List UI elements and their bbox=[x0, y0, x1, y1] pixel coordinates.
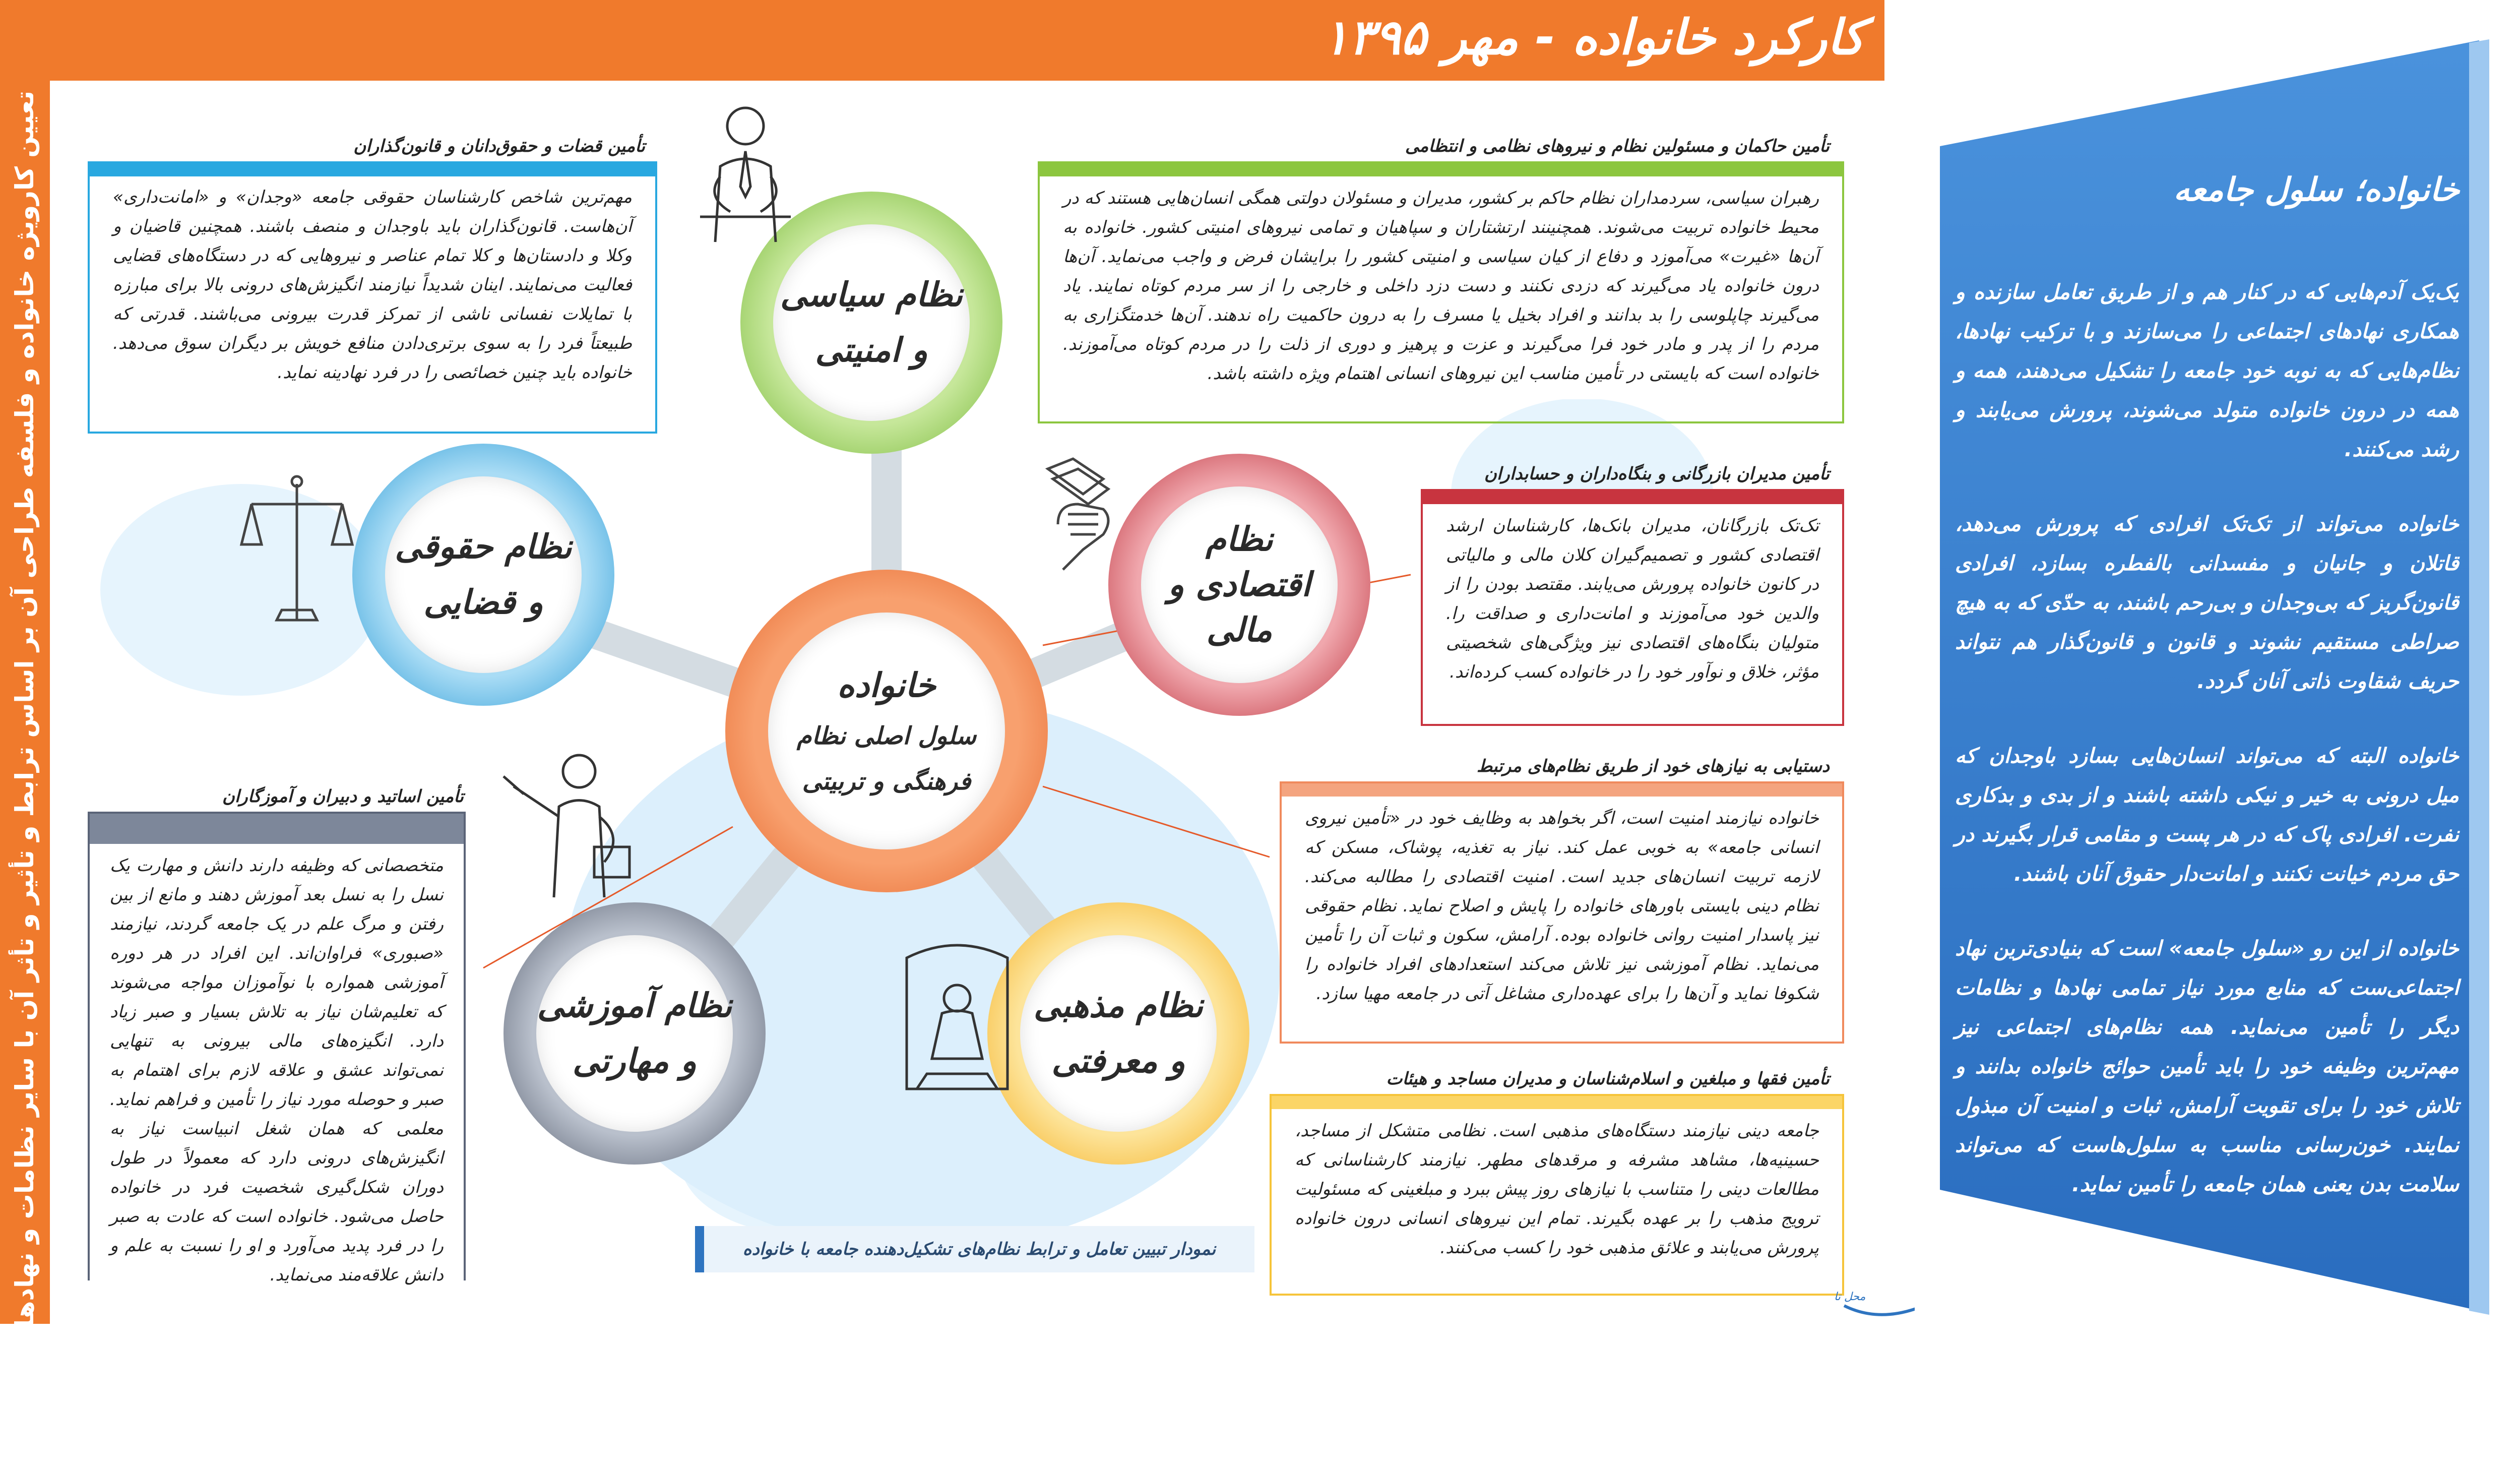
circle-label-line2: و مهارتی bbox=[573, 1042, 697, 1080]
side-paragraph-3: خانواده البته که می‌تواند انسان‌هایی بسازد باوجدان که میل درونی به خیر و نیکی داشته باشند و از بدی و بدکاری نفرت. افرادی پاک که در هر پست و مقامی قرار بگیرند در حق مردم خیانت نکنند و امانت‌دار حقوق آنان باشند. bbox=[1955, 744, 2459, 886]
needs-heading: دستیابی به نیازهای خود از طریق نظام‌های مرتبط bbox=[1476, 756, 1830, 776]
center-subtitle-2: فرهنگی و تربیتی bbox=[802, 767, 971, 796]
legal-text: مهم‌ترین شاخص کارشناسان حقوقی جامعه «وجدان» و «امانت‌داری» آن‌هاست. قانون‌گذاران باید باوجدان و منصف باشند. همچنین قاضیان و وکلا و دادستان‌ها و کلا تمام عناصر و نیروهایی که در دستگاه‌های قضایی فعالیت می‌نمایند. اینان شدیداً نیازمند انگیزش‌های درونی بالا برای مبارزه با تمایلات نفسانی ناشی از تمرکز قدرت بیرونی می‌باشند. قدرتی که طبیعتاً فرد را به سوی برتری‌دادن منافع خویش بر دیگران سوق می‌دهد. خانواده باید چنین خصائصی را در فرد نهادینه نماید. bbox=[90, 176, 655, 398]
political-text: رهبران سیاسی، سردمداران نظام حاکم بر کشور، مدیران و مسئولان دولتی همگی انسان‌هایی هستند که در محیط خانواده تربیت می‌شوند. همچنینند ارتشتاران و سپاهیان و تمامی نیروهای امنیتی کشور. خانواده به آن‌ها «غیرت» می‌آموزد و دفاع از کیان سیاسی و امنیتی کشور را برایشان فرض و واجب می‌نماید. آن‌ها درون خانواده یاد می‌گیرند که دزدی نکنند و دست دزد داخلی و خارجی را از سر مردم کوتاه نمایند. یاد می‌گیرند چاپلوسی را بد بدانند و افراد بخیل یا مسرف را به درون حاکمیت راه ندهند. آن‌ها خدمتگزاری به مردم را از پدر و مادر خود فرا می‌گیرند و عزت و پرهیز و دوری از ذلت را در مردم کوتاه می‌آموزند. خانواده است که بایستی در تأمین مناسب این نیروهای انسانی اهتمام ویژه داشته باشد. bbox=[1040, 176, 1842, 399]
fold-note: محل تا bbox=[1834, 1291, 1866, 1303]
businessman-icon bbox=[685, 96, 806, 247]
religious-heading: تأمین فقها و مبلغین و اسلام‌شناسان و مدیران مساجد و هیئات bbox=[1386, 1069, 1830, 1089]
legal-heading: تأمین قضات و حقوق‌دانان و قانون‌گذاران bbox=[353, 136, 645, 156]
economic-box bbox=[1421, 489, 1844, 726]
diagram-caption: نمودار تبیین تعامل و ترابط نظام‌های تشکیل‌دهنده جامعه با خانواده bbox=[695, 1226, 1254, 1272]
educational-skill-circle bbox=[503, 902, 766, 1165]
legal-box bbox=[88, 161, 657, 434]
circle-label-line1: نظام مذهبی bbox=[1033, 986, 1204, 1025]
economic-heading: تأمین مدیران بازرگانی و بنگاه‌داران و حسابداران bbox=[1484, 464, 1830, 484]
political-box bbox=[1038, 161, 1844, 423]
political-heading: تأمین حاکمان و مسئولین نظام و نیروهای نظامی و انتظامی bbox=[1405, 136, 1830, 156]
educational-text: متخصصانی که وظیفه دارند دانش و مهارت یک نسل را به نسل بعد آموزش دهند و مانع از بین رفتن و مرگ علم در یک جامعه گردند، نیازمند «صبوری» فراوان‌اند. این افراد در هر دوره آموزشی همواره با نوآموزان مواجه می‌شوند که تعلیم‌شان نیاز به تلاش بسیار و صبر زیاد دارد. انگیزه‌های مالی بیرونی به تنهایی نمی‌تواند عشق و علاقه لازم برای اهتمام به صبر و حوصله مورد نیاز را تأمین و فراهم نماید. معلمی که همان شغل انبیاست نیاز به انگیزش‌های درونی دارد که معمولاً در طول دوران شکل‌گیری شخصیت فرد در خانواده حاصل می‌شود. خانواده است که عادت به صبر را در فرد پدید می‌آورد و او را نسبت به علم و دانش علاقه‌مند می‌نماید. bbox=[90, 844, 464, 1297]
needs-box bbox=[1280, 781, 1844, 1044]
circle-label-line1: نظام آموزشی bbox=[537, 986, 732, 1025]
praying-figure-icon bbox=[887, 938, 1028, 1099]
economic-financial-circle bbox=[1108, 454, 1370, 716]
scales-of-justice-icon bbox=[236, 469, 357, 640]
side-panel-body bbox=[1955, 272, 2459, 1239]
circle-label-line1: نظام bbox=[1206, 520, 1273, 559]
religious-box bbox=[1270, 1094, 1844, 1296]
center-circle bbox=[725, 570, 1048, 892]
side-panel-title: خانواده؛ سلول جامعه bbox=[2173, 171, 2460, 209]
educational-box bbox=[88, 812, 466, 1285]
educational-heading: تأمین اساتید و دبیران و آموزگاران bbox=[222, 786, 464, 807]
circle-label-line1: نظام سیاسی bbox=[780, 275, 963, 314]
teacher-icon bbox=[493, 746, 655, 907]
circle-label-line1: نظام حقوقی bbox=[395, 527, 572, 566]
money-hand-icon bbox=[1028, 449, 1128, 580]
side-paragraph-4: خانواده از این رو «سلول جامعه» است که بنیادی‌ترین نهاد اجتماعی‌ست که منابع مورد نیاز تمامی نهادها و نظامات دیگر را تأمین می‌نماید. همه نظام‌های اجتماعی نیز مهم‌ترین وظیفه خود را باید تأمین حوائج خانواده بدانند و تلاش خود را برای تقویت آرامش، ثبات و امنیت آن مبذول نمایند. خون‌رسانی مناسب به سلول‌هاست که می‌تواند سلامت بدن یعنی همان جامعه را تأمین نماید. bbox=[1955, 936, 2459, 1196]
circle-label-line2: و امنیتی bbox=[815, 331, 928, 370]
vertical-banner-text: تعیین کارویژه خانواده و فلسفه طراحی آن بر اساس ترابط و تأثیر و تأثر آن با سایر نظامات و نهادهای اجتماعی bbox=[10, 91, 39, 1466]
center-title: خانواده bbox=[837, 666, 936, 705]
circle-label-line3: مالی bbox=[1206, 610, 1273, 649]
legal-judicial-circle bbox=[352, 444, 614, 706]
circle-label-line2: اقتصادی و bbox=[1168, 565, 1311, 604]
circle-label-line2: و قضایی bbox=[423, 583, 543, 622]
economic-text: تک‌تک بازرگانان، مدیران بانک‌ها، کارشناسان ارشد اقتصادی کشور و تصمیم‌گیران کلان مالی و مالیاتی در کانون خانواده پرورش می‌یابند. مقتصد بودن را از والدین خود می‌آموزند و امانت‌داری و صداقت را. متولیان بنگاه‌های اقتصادی نیز ویژگی‌های شخصیتی مؤثر، خلاق و نوآور خود را در خانواده کسب کرده‌اند. bbox=[1423, 504, 1842, 698]
circle-label-line2: و معرفتی bbox=[1051, 1042, 1185, 1080]
religious-text: جامعه دینی نیازمند دستگاه‌های مذهبی است. نظامی متشکل از مساجد، حسینیه‌ها، مشاهد مشرفه و مرقدهای مطهر. نیازمند کارشناسانی که مطالعات دینی را متناسب با نیازهای روز پیش ببرد و مبلغینی که مسئولیت ترویج مذهب را بر عهده بگیرند. تمام این نیروهای انسانی درون خانواده پرورش می‌یابند و علائق مذهبی خود را کسب می‌کنند. bbox=[1272, 1109, 1842, 1273]
needs-text: خانواده نیازمند امنیت است، اگر بخواهد به وظایف خود در «تأمین نیروی انسانی جامعه» به خوبی عمل کند. نیاز به تغذیه، پوشاک، مسکن که لازمه تربیت انسان‌های جدید است. امنیت اقتصادی را مطالبه می‌کند. نظام دینی بایستی باورهای خانواده را پایش و اصلاح نماید. نظام حقوقی نیز پاسدار امنیت روانی خانواده بوده. آرامش، سکون و ثبات آن را تأمین می‌نماید. نظام آموزشی نیز تلاش می‌کند استعدادهای افراد خانواده را شکوفا نماید و آن‌ها را برای عهده‌داری مشاغل آتی در جامعه مهیا سازد. bbox=[1282, 797, 1842, 1019]
page-title: کارکرد خانواده - مهر ۱۳۹۵ bbox=[1322, 9, 1865, 66]
side-paragraph-2: خانواده می‌تواند از تک‌تک افرادی که پرورش می‌دهد، قاتلان و جانیان و مفسدانی بالفطره بسازد، افرادی قانون‌گریز که بی‌وجدان و بی‌رحم باشند، به حدّی که به هیچ صراطی مستقیم نشوند و قانون و قانون‌گذار هم نتواند حریف شقاوت ذاتی آنان گردد. bbox=[1955, 512, 2459, 693]
side-paragraph-1: یک‌یک آدم‌هایی که در کنار هم و از طریق تعامل سازنده و همکاری نهادهای اجتماعی را می‌سازند و با ترکیب نهادها، نظام‌هایی که به نوبه خود جامعه را تشکیل می‌دهند، همه و همه در درون خانواده متولد می‌شوند، پرورش می‌یابند و رشد می‌کنند. bbox=[1955, 280, 2459, 461]
center-subtitle-1: سلول اصلی نظام bbox=[796, 722, 977, 750]
